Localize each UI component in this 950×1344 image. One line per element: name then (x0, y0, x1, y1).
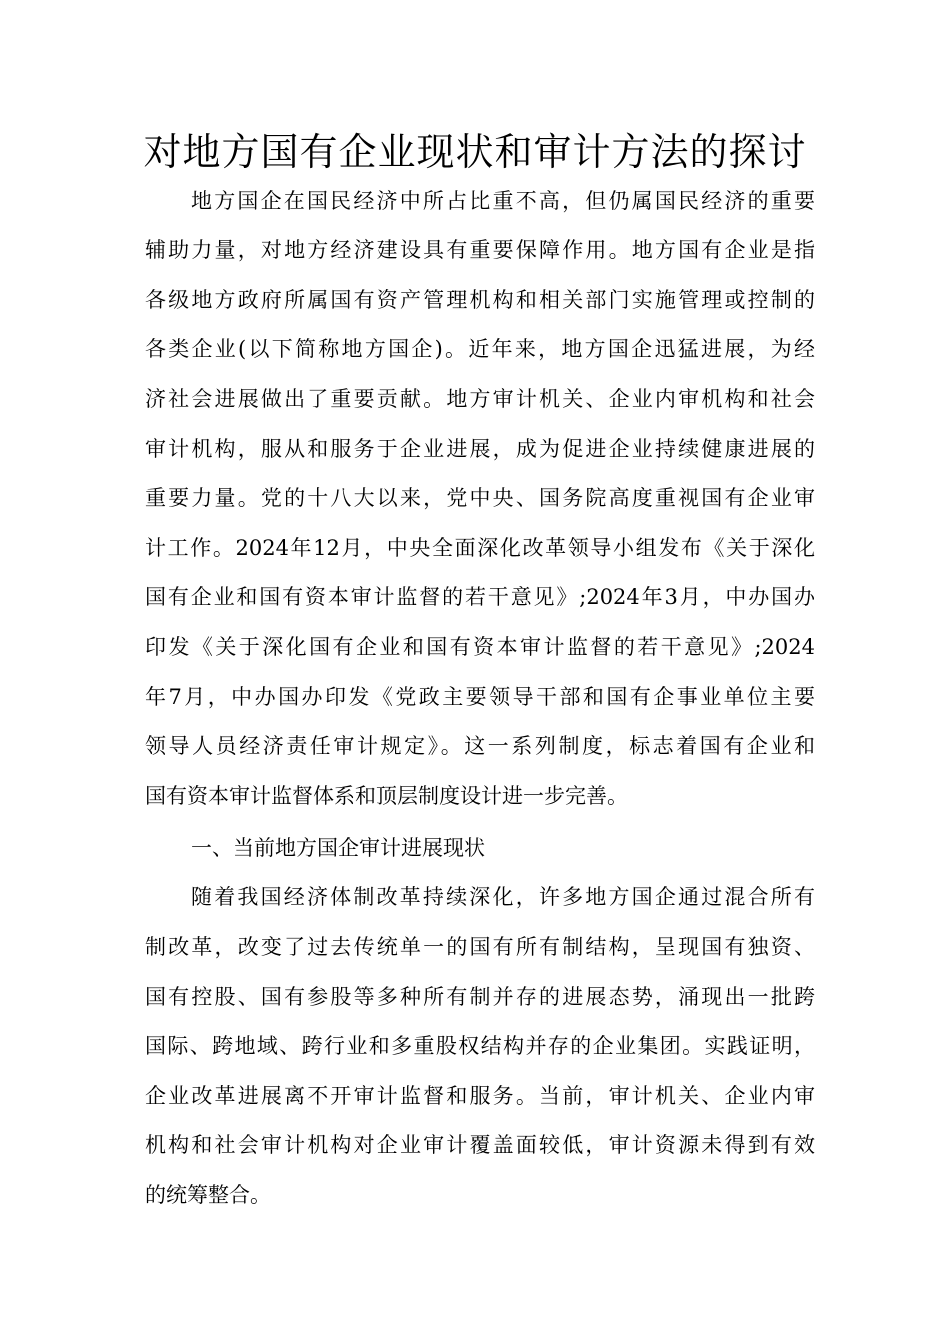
paragraph-line: 企业改革进展离不开审计监督和服务。当前，审计机关、企业内审 (145, 1084, 815, 1108)
paragraph-line: 国有企业和国有资本审计监督的若干意见》;2024年3月，中办国办 (145, 585, 815, 609)
paragraph-line: 国有控股、国有参股等多种所有制并存的进展态势，涌现出一批跨 (145, 985, 815, 1009)
paragraph-line: 各级地方政府所属国有资产管理机构和相关部门实施管理或控制的 (145, 288, 815, 312)
paragraph-line: 济社会进展做出了重要贡献。地方审计机关、企业内审机构和社会 (145, 387, 815, 411)
paragraph-line: 各类企业(以下简称地方国企)。近年来，地方国企迅猛进展，为经 (145, 337, 815, 361)
paragraph-line: 计工作。2024年12月，中央全面深化改革领导小组发布《关于深化 (145, 536, 815, 560)
paragraph-line: 国际、跨地域、跨行业和多重股权结构并存的企业集团。实践证明， (145, 1034, 815, 1058)
paragraph-line: 地方国企在国民经济中所占比重不高，但仍属国民经济的重要 (191, 189, 815, 213)
paragraph-line: 机构和社会审计机构对企业审计覆盖面较低，审计资源未得到有效 (145, 1133, 815, 1157)
paragraph-line: 领导人员经济责任审计规定》。这一系列制度，标志着国有企业和 (145, 734, 815, 758)
paragraph-line: 国有资本审计监督体系和顶层制度设计进一步完善。 (145, 784, 628, 808)
paragraph-line: 随着我国经济体制改革持续深化，许多地方国企通过混合所有 (191, 885, 815, 909)
paragraph-line: 重要力量。党的十八大以来，党中央、国务院高度重视国有企业审 (145, 486, 815, 510)
paragraph-line: 的统筹整合。 (145, 1183, 271, 1207)
section-heading: 一、当前地方国企审计进展现状 (191, 836, 485, 860)
document-title: 对地方国有企业现状和审计方法的探讨 (143, 130, 807, 174)
paragraph-line: 辅助力量，对地方经济建设具有重要保障作用。地方国有企业是指 (145, 238, 815, 262)
paragraph-line: 印发《关于深化国有企业和国有资本审计监督的若干意见》;2024 (145, 635, 815, 659)
paragraph-line: 年7月，中办国办印发《党政主要领导干部和国有企事业单位主要 (145, 685, 815, 709)
paragraph-line: 审计机构，服从和服务于企业进展，成为促进企业持续健康进展的 (145, 437, 815, 461)
paragraph-line: 制改革，改变了过去传统单一的国有所有制结构，呈现国有独资、 (145, 935, 815, 959)
